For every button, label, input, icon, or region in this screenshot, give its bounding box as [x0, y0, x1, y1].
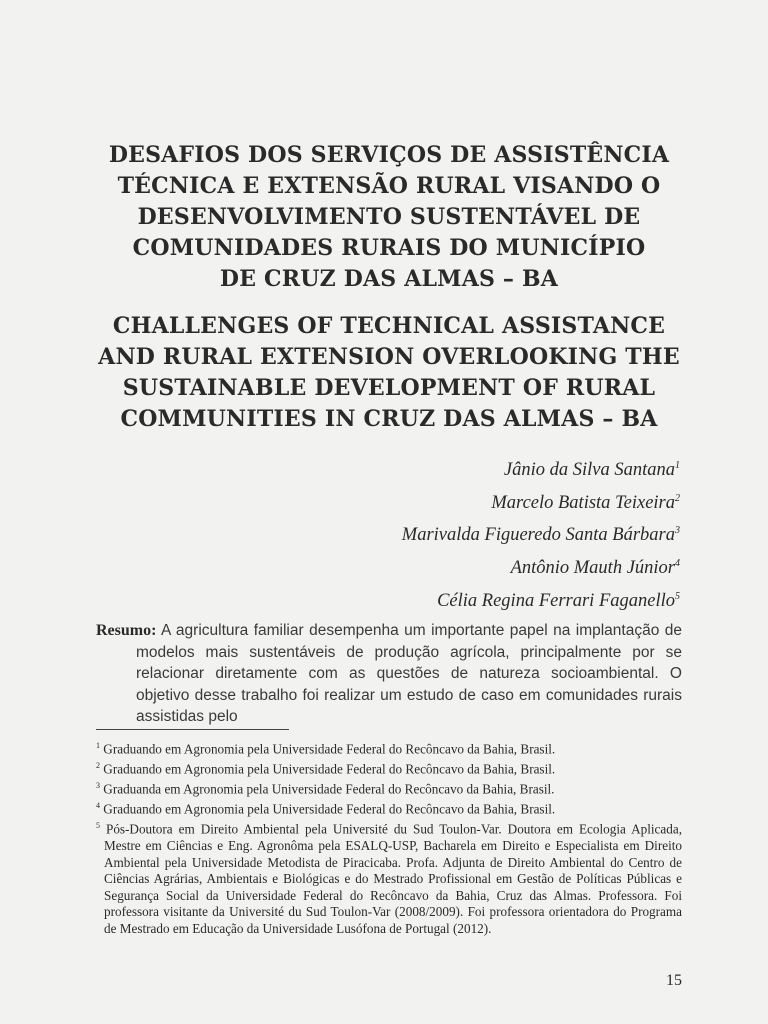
author-list [402, 452, 680, 615]
footnote-divider [96, 729, 289, 730]
author: Marivalda Figueredo Santa Bárbara$^3$ [401, 525, 680, 546]
abstract-text: A agricultura familiar desempenha um importante papel na implantação de modelos mais sustentáveis de produção agrícola, principalmente por se relacionar diretamente com as questões de natureza socioambiental. O objetivo desse trabalho foi realizar um estudo de caso em comunidades rurais assistidas pelo [136, 622, 682, 725]
footnote-marker: 5 [675, 590, 680, 602]
footnote-marker: 2 [675, 492, 680, 504]
title-english [96, 311, 682, 435]
title-line: DESENVOLVIMENTO SUSTENTÁVEL DE [137, 204, 641, 230]
title-line: CHALLENGES OF TECHNICAL ASSISTANCE [112, 313, 666, 339]
footnote: $^5$ Pós-Doutora em Direito Ambiental pela Université du Sud Toulon-Var. Doutora em Ecologia Aplicada, Mestre em Ciências e Eng. Agronôma pela ESALQ-USP, Bacharela em Direito e Especialista em Direito Ambiental pela Universidade Metodista de Piracicaba. Profa. Adjunta de Direito Ambiental do Centro de Ciências Agrárias, Ambientais e Biológicas e do Mestrado Profissional em Gestão de Políticas Públicas e Segurança Social da Universidade Federal do Recôncavo da Bahia, Cruz das Almas. Professora. Foi professora visitante da Université du Sud Toulon-Var (2008/2009). Foi professora orientadora do Programa de Mestrado em Educação da Universidade Lusófona de Portugal (2012). [96, 820, 682, 936]
title-line: TÉCNICA E EXTENSÃO RURAL VISANDO O [117, 173, 661, 199]
footnote: $^4$ Graduando em Agronomia pela Universidade Federal do Recôncavo da Bahia, Brasil. [96, 800, 556, 817]
page-number: 15 [666, 972, 682, 989]
title-line: COMMUNITIES IN CRUZ DAS ALMAS – BA [120, 406, 658, 432]
footnote: $^3$ Graduanda em Agronomia pela Universidade Federal do Recôncavo da Bahia, Brasil. [96, 780, 555, 797]
title-line: SUSTAINABLE DEVELOPMENT OF RURAL [122, 375, 656, 401]
footnote-marker: 4 [675, 557, 680, 569]
author: Marcelo Batista Teixeira$^2$ [491, 492, 680, 513]
abstract [96, 620, 682, 728]
abstract-paragraph [96, 620, 682, 728]
title-portuguese [96, 140, 682, 295]
title-line: COMUNIDADES RURAIS DO MUNICÍPIO [132, 235, 646, 261]
title-line: AND RURAL EXTENSION OVERLOOKING THE [98, 344, 680, 370]
title-line: DESAFIOS DOS SERVIÇOS DE ASSISTÊNCIA [108, 142, 670, 168]
footnote: $^1$ Graduando em Agronomia pela Universidade Federal do Recôncavo da Bahia, Brasil. [96, 741, 556, 757]
author: Jânio da Silva Santana$^1$ [503, 460, 680, 481]
title-line: DE CRUZ DAS ALMAS – BA [219, 266, 559, 292]
footnotes [96, 738, 682, 937]
author: Antônio Mauth Júnior$^4$ [510, 557, 680, 579]
footnote-marker: 1 [675, 460, 680, 471]
author: Célia Regina Ferrari Faganello$^5$ [437, 590, 680, 611]
abstract-label: Resumo: [96, 622, 157, 639]
footnote-marker: 3 [675, 525, 680, 537]
footnote: $^2$ Graduando em Agronomia pela Universidade Federal do Recôncavo da Bahia, Brasil. [96, 760, 556, 777]
